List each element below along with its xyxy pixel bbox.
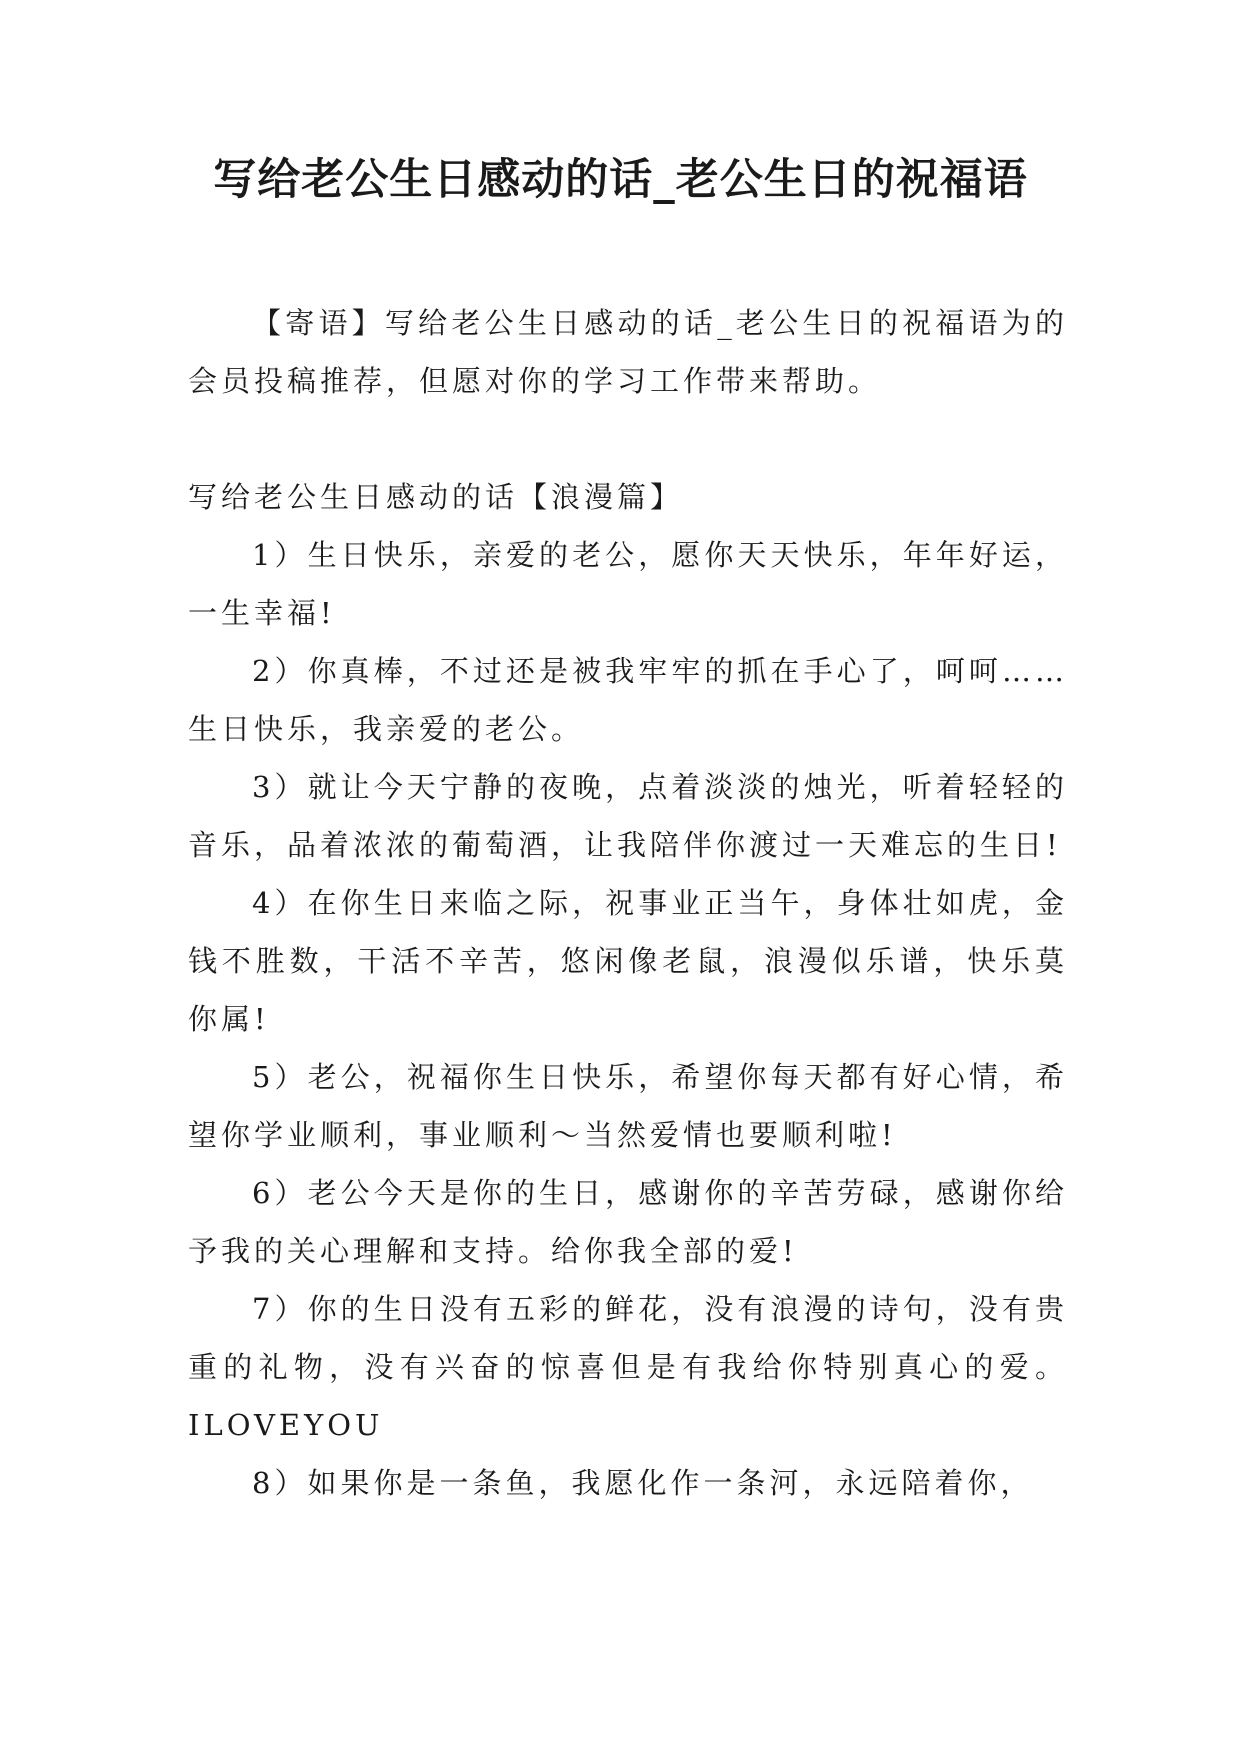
document-body bbox=[188, 294, 1068, 1512]
intro-paragraph: 【寄语】写给老公生日感动的话_老公生日的祝福语为的会员投稿推荐，但愿对你的学习工作带来帮助。 bbox=[188, 306, 1068, 398]
list-item-8: 8）如果你是一条鱼，我愿化作一条河，永远陪着你， bbox=[252, 1466, 1034, 1500]
list-item-1: 1）生日快乐，亲爱的老公，愿你天天快乐，年年好运，一生幸福! bbox=[188, 538, 1068, 630]
list-item-5: 5）老公，祝福你生日快乐，希望你每天都有好心情，希望你学业顺利，事业顺利～当然爱情也要顺利啦! bbox=[188, 1060, 1068, 1152]
list-item-4: 4）在你生日来临之际，祝事业正当午，身体壮如虎，金钱不胜数，干活不辛苦，悠闲像老鼠，浪漫似乐谱，快乐莫你属! bbox=[188, 886, 1068, 1036]
list-item-2: 2）你真棒，不过还是被我牢牢的抓在手心了，呵呵……生日快乐，我亲爱的老公。 bbox=[188, 654, 1068, 746]
document-title: 写给老公生日感动的话_老公生日的祝福语 bbox=[213, 155, 1028, 205]
list-item-3: 3）就让今天宁静的夜晚，点着淡淡的烛光，听着轻轻的音乐，品着浓浓的葡萄酒，让我陪伴你渡过一天难忘的生日! bbox=[188, 770, 1068, 862]
list-item-6: 6）老公今天是你的生日，感谢你的辛苦劳碌，感谢你给予我的关心理解和支持。给你我全部的爱! bbox=[188, 1176, 1068, 1268]
section-heading: 写给老公生日感动的话【浪漫篇】 bbox=[188, 480, 684, 514]
list-item-7: 7）你的生日没有五彩的鲜花，没有浪漫的诗句，没有贵重的礼物，没有兴奋的惊喜但是有我给你特别真心的爱。ILOVEYOU bbox=[188, 1292, 1068, 1442]
